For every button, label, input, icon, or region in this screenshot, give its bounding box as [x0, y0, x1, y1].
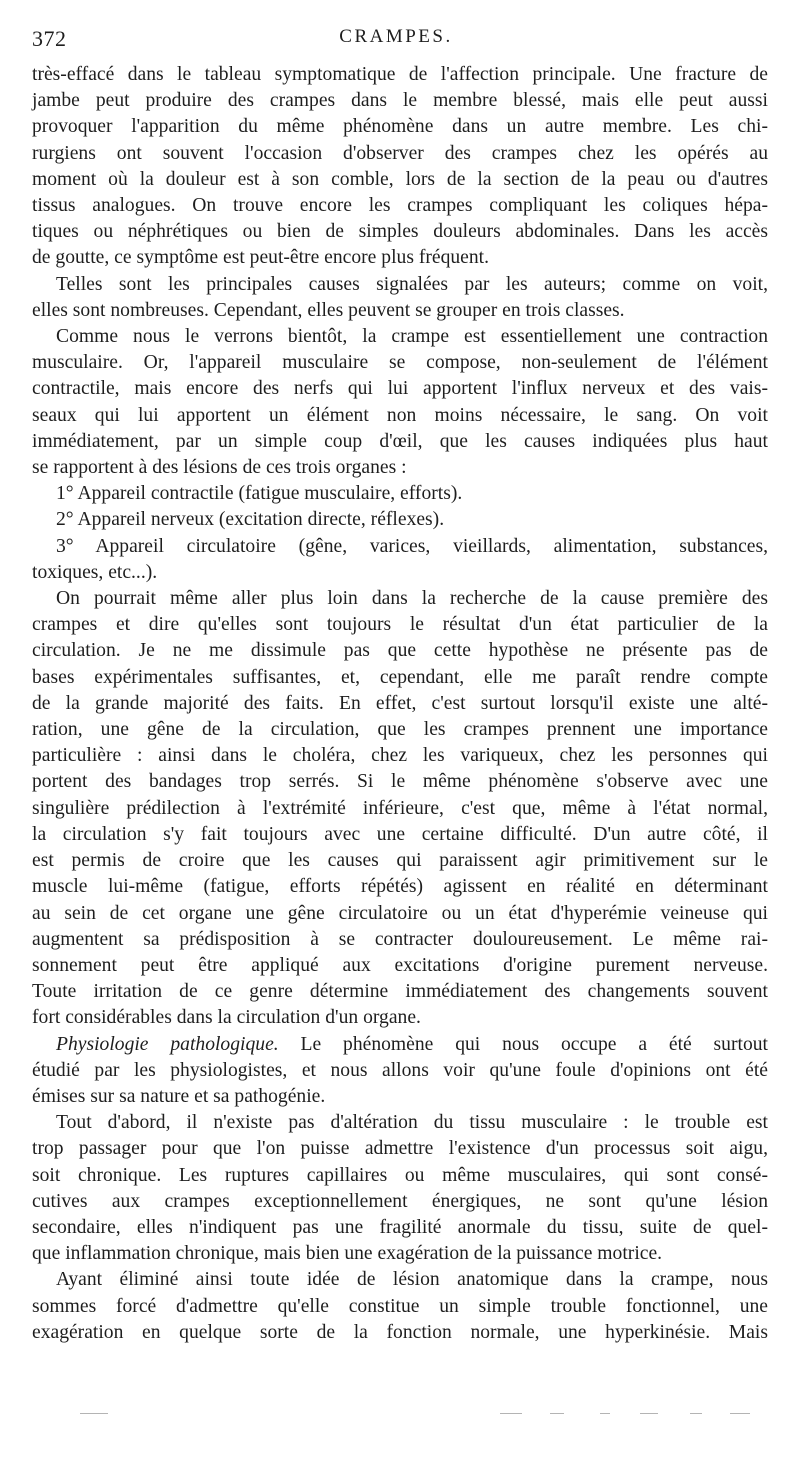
scan-speck [730, 1413, 750, 1414]
text-line: soit chronique. Les ruptures capillaires ou même musculaires, qui sont consé- [32, 1164, 768, 1186]
text-line: secondaire, elles n'indiquent pas une fragilité anormale du tissu, suite de quel- [32, 1216, 768, 1238]
text-line: très-effacé dans le tableau symptomatique de l'affection principale. Une fracture de [32, 64, 768, 85]
text-line: musculaire. Or, l'appareil musculaire se compose, non-seulement de l'élément [32, 352, 768, 374]
text-line: tiques ou néphrétiques ou bien de simples douleurs abdominales. Dans les accès [32, 221, 768, 243]
scan-speck [80, 1413, 108, 1414]
text-line: exagération en quelque sorte de la fonction normale, une hyperkinésie. Mais [32, 1321, 768, 1343]
text-line: particulière : ainsi dans le choléra, chez les variqueux, chez les personnes qui [32, 745, 768, 767]
text-line: bases expérimentales suffisantes, et, cependant, elle me paraît rendre compte [32, 666, 768, 688]
page-header [32, 26, 760, 60]
section-heading: Physiologie pathologique. [56, 1033, 279, 1055]
scan-speck [500, 1413, 522, 1414]
text-line: provoquer l'apparition du même phénomène dans un autre membre. Les chi- [32, 116, 768, 138]
body-text [32, 62, 768, 1346]
text-line: augmentent sa prédisposition à se contracter douloureusement. Le même rai- [32, 928, 768, 950]
text-line: elles sont nombreuses. Cependant, elles peuvent se grouper en trois classes. [32, 299, 625, 321]
text-line: Toute irritation de ce genre détermine immédiatement des changements souvent [32, 981, 768, 1003]
text-line: 3° Appareil circulatoire (gêne, varices, vieillards, alimentation, substances, [56, 535, 768, 557]
text-line: sonnement peut être appliqué aux excitations d'origine purement nerveuse. [32, 954, 768, 976]
scan-speck [600, 1413, 610, 1414]
page-number: 372 [32, 26, 67, 51]
text-run: Le phénomène qui nous occupe a été surtout [278, 1033, 768, 1055]
scan-specks [80, 1410, 770, 1418]
text-line: tissus analogues. On trouve encore les crampes compliquant les coliques hépa- [32, 195, 768, 217]
text-line: Comme nous le verrons bientôt, la crampe est essentiellement une contraction [56, 326, 768, 348]
scan-speck [640, 1413, 658, 1414]
text-line: étudié par les physiologistes, et nous allons voir qu'une foule d'opinions ont été [32, 1059, 768, 1081]
text-line: sommes forcé d'admettre qu'elle constitue un simple trouble fonctionnel, une [32, 1295, 768, 1317]
text-line: Tout d'abord, il n'existe pas d'altération du tissu musculaire : le trouble est [56, 1112, 768, 1134]
text-line: fort considérables dans la circulation d'un organe. [32, 1007, 421, 1029]
text-line: contractile, mais encore des nerfs qui lui apportent l'influx nerveux et des vais- [32, 378, 768, 400]
text-line: de goutte, ce symptôme est peut-être encore plus fréquent. [32, 247, 490, 269]
text-line: circulation. Je ne me dissimule pas que cette hypothèse ne présente pas de [32, 640, 768, 662]
text-line: est permis de croire que les causes qui paraissent agir primitivement sur le [32, 850, 768, 872]
text-line: trop passager pour que l'on puisse admettre l'existence d'un processus soit aigu, [32, 1138, 768, 1160]
text-line: émises sur sa nature et sa pathogénie. [32, 1085, 326, 1107]
scan-speck [690, 1413, 702, 1414]
running-title: CRAMPES. [339, 26, 453, 47]
text-line: immédiatement, par un simple coup d'œil, que les causes indiquées plus haut [32, 430, 768, 452]
text-line: On pourrait même aller plus loin dans la recherche de la cause première des [56, 588, 768, 610]
text-line: Telles sont les principales causes signalées par les auteurs; comme on voit, [56, 273, 768, 295]
text-line: au sein de cet organe une gêne circulatoire ou un état d'hyperémie veineuse qui [32, 902, 768, 924]
text-line: moment où la douleur est à son comble, lors de la section de la peau ou d'autres [32, 168, 768, 190]
scan-speck [550, 1413, 564, 1414]
text-line: portent des bandages trop serrés. Si le même phénomène s'observe avec une [32, 771, 768, 793]
text-line: se rapportent à des lésions de ces trois organes : [32, 457, 407, 479]
text-line: jambe peut produire des crampes dans le membre blessé, mais elle peut aussi [32, 90, 768, 112]
text-line: de la grande majorité des faits. En effet, c'est surtout lorsqu'il existe une alté- [32, 692, 768, 714]
text-line: crampes et dire qu'elles sont toujours le résultat d'un état particulier de la [32, 614, 768, 636]
text-line: singulière prédilection à l'extrémité inférieure, c'est que, même à l'état normal, [32, 797, 768, 819]
text-line: cutives aux crampes exceptionnellement énergiques, ne sont qu'une lésion [32, 1190, 768, 1212]
text-line: la circulation s'y fait toujours avec une certaine difficulté. D'un autre côté, il [32, 823, 768, 845]
text-line: toxiques, etc...). [32, 561, 158, 583]
text-line: Ayant éliminé ainsi toute idée de lésion anatomique dans la crampe, nous [56, 1269, 768, 1291]
text-line: 2° Appareil nerveux (excitation directe, réflexes). [56, 509, 445, 531]
text-line [32, 1032, 768, 1058]
text-line: rurgiens ont souvent l'occasion d'observer des crampes chez les opérés au [32, 142, 768, 164]
text-line: seaux qui lui apportent un élément non moins nécessaire, le sang. On voit [32, 404, 768, 426]
text-line: 1° Appareil contractile (fatigue musculaire, efforts). [56, 483, 463, 505]
text-line: muscle lui-même (fatigue, efforts répétés) agissent en réalité en déterminant [32, 876, 768, 898]
text-line: ration, une gêne de la circulation, que les crampes prennent une importance [32, 719, 768, 741]
text-line: que inflammation chronique, mais bien une exagération de la puissance motrice. [32, 1243, 663, 1265]
